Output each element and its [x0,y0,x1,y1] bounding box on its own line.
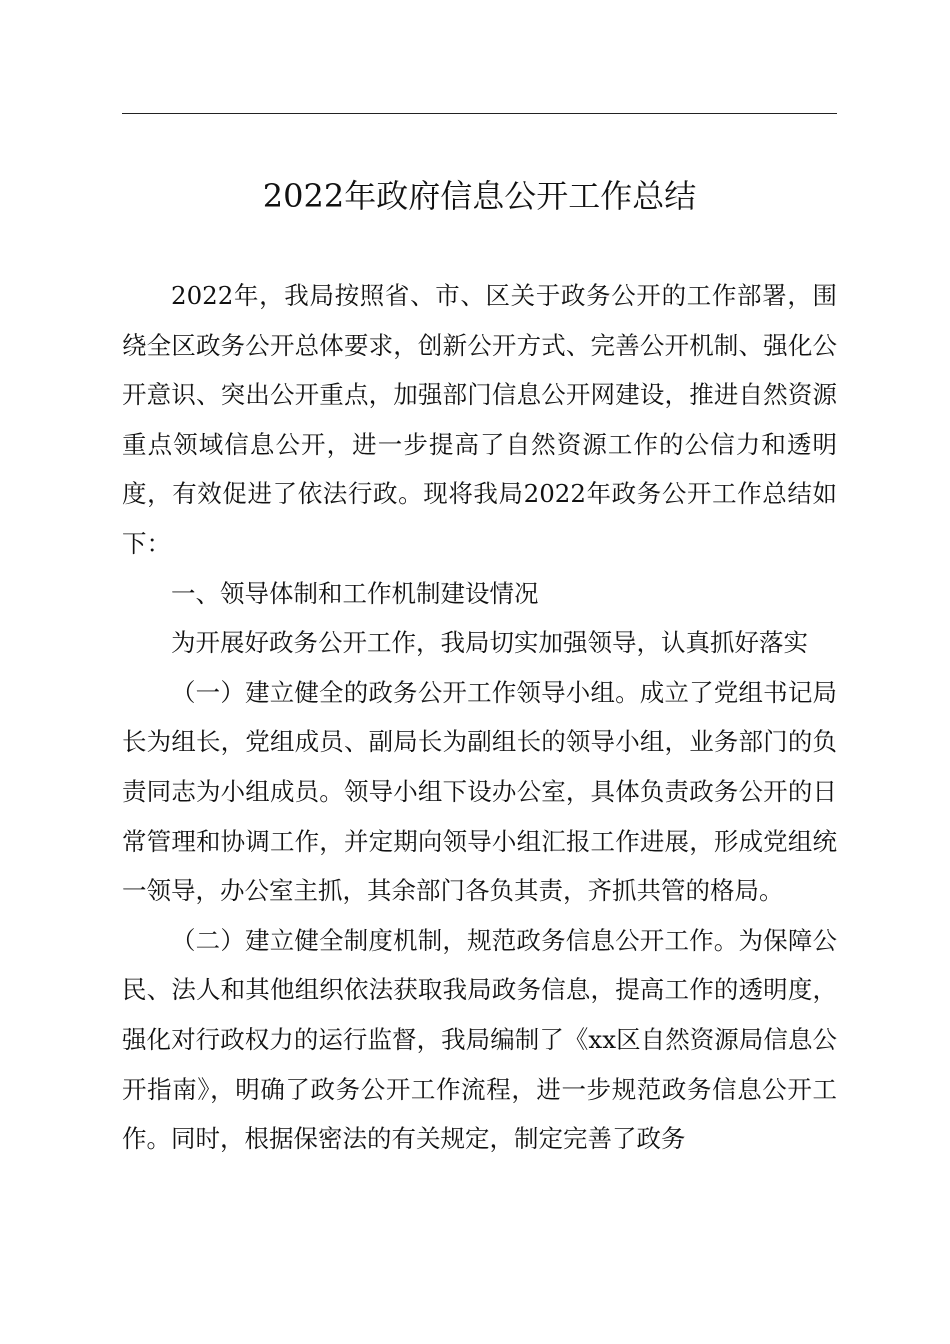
section-1-lead-paragraph: 为开展好政务公开工作，我局切实加强领导，认真抓好落实 [171,628,808,658]
subsection-2-paragraph: （二）建立健全制度机制，规范政务信息公开工作。为保障公民、法人和其他组织依法获取我局政务信息，提高工作的透明度，强化对行政权力的运行监督，我局编制了《xx区自然资源局信息公开指南》，明确了政务公开工作流程，进一步规范政务信息公开工作。同时，根据保密法的有关规定，制定完善了政务 [122,925,837,1154]
subsection-1-paragraph: （一）建立健全的政务公开工作领导小组。成立了党组书记局长为组长，党组成员、副局长为副组长的领导小组，业务部门的负责同志为小组成员。领导小组下设办公室，具体负责政务公开的日常管理和协调工作，并定期向领导小组汇报工作进展，形成党组统一领导，办公室主抓，其余部门各负其责，齐抓共管的格局。 [122,677,837,906]
header-rule [122,113,837,114]
document-body [122,271,837,1164]
page-title: 2022年政府信息公开工作总结 [262,177,697,215]
intro-paragraph: 2022年，我局按照省、市、区关于政务公开的工作部署，围绕全区政务公开总体要求，创新公开方式、完善公开机制、强化公开意识、突出公开重点，加强部门信息公开网建设，推进自然资源重点领域信息公开，进一步提高了自然资源工作的公信力和透明度，有效促进了依法行政。现将我局2022年政务公开工作总结如下： [122,281,837,558]
section-heading-1: 一、领导体制和工作机制建设情况 [171,578,539,608]
